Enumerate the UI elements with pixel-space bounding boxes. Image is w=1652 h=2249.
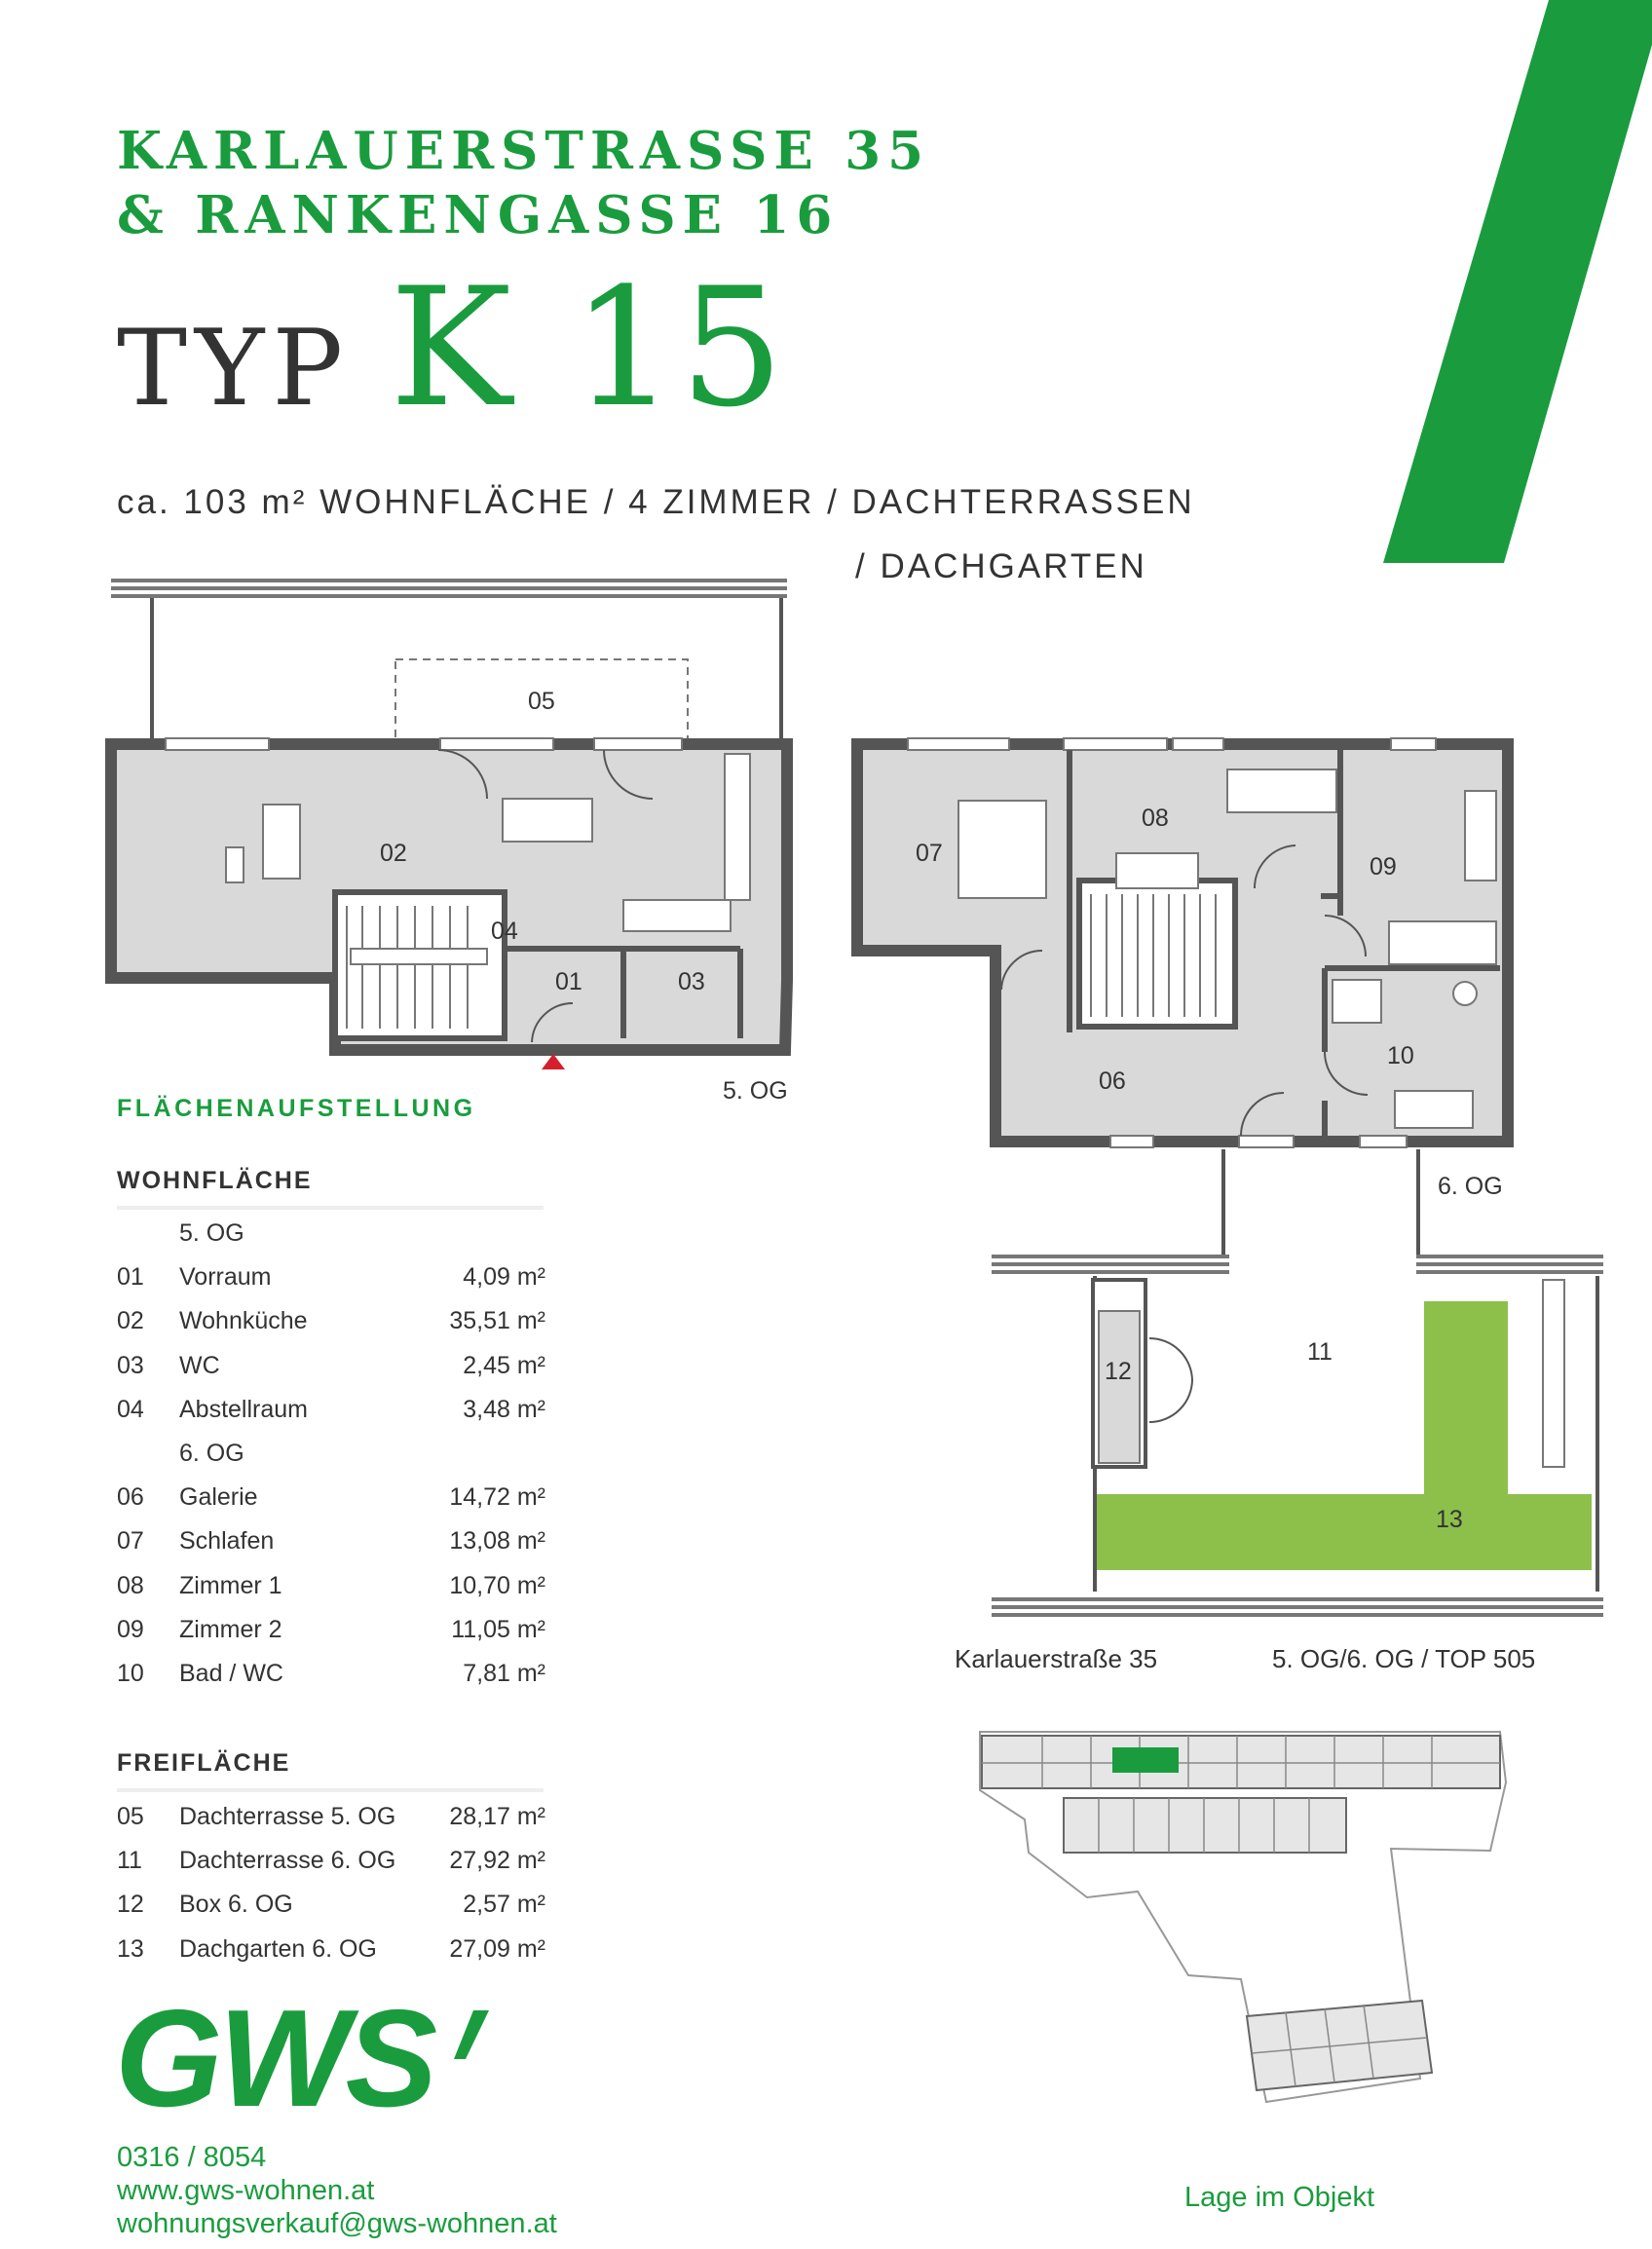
plan-5og-room-02: 02 [380,840,407,867]
table-row [117,1476,545,1519]
row-number: 04 [117,1395,144,1423]
plan-caption-location: 5. OG/6. OG / TOP 505 [1272,1644,1536,1673]
plan-5og-room-05: 05 [528,688,555,715]
plan-5og-room-01: 01 [555,968,582,995]
plan-6og-level: 6. OG [1438,1173,1503,1200]
table-row [117,1519,545,1563]
table-row [117,1432,545,1476]
row-value: 10,70 m² [449,1571,545,1599]
row-number: 09 [117,1615,144,1643]
row-value: 2,45 m² [463,1351,545,1379]
plan-6og-room-06: 06 [1099,1068,1126,1095]
svg-text:GWS: GWS [115,2005,434,2121]
row-label: Dachterrasse 5. OG [179,1803,396,1830]
row-number: 07 [117,1527,144,1556]
contact-phone: 0316 / 8054 [117,2142,267,2173]
plan-6og [857,738,1603,1617]
site-plan [974,1724,1520,2133]
wohnflaeche-title: WOHNFLÄCHE [117,1167,313,1194]
table-row [117,1344,545,1388]
row-label: Zimmer 1 [179,1571,282,1599]
row-number: 12 [117,1891,144,1919]
plan-caption-building: Karlauerstraße 35 [955,1644,1158,1673]
row-value: 3,48 m² [463,1395,545,1423]
table-row [117,1564,545,1608]
row-number: 06 [117,1483,144,1512]
row-value: 35,51 m² [449,1307,545,1335]
plan-5og-room-03: 03 [678,968,705,995]
plan-6og-room-09: 09 [1370,853,1397,881]
row-label: Box 6. OG [179,1891,293,1919]
table-row [117,1883,545,1927]
row-value: 4,09 m² [463,1263,545,1292]
plan-5og [111,579,788,1105]
row-number: 02 [117,1307,144,1335]
row-number: 01 [117,1263,144,1292]
row-value: 28,17 m² [449,1803,545,1830]
areas-title: FLÄCHENAUFSTELLUNG [117,1095,476,1122]
row-label: Abstellraum [179,1395,308,1423]
row-label: Dachterrasse 6. OG [179,1847,396,1875]
table-row [117,1839,545,1883]
address-line-1: KARLAUERSTRASSE 35 [117,121,931,181]
table-row [117,1299,545,1343]
plan-6og-room-12: 12 [1105,1358,1132,1385]
freiflaeche-title: FREIFLÄCHE [117,1749,291,1777]
row-number: 11 [117,1847,142,1875]
row-value: 7,81 m² [463,1659,545,1687]
table-row [117,1388,545,1432]
table-row [117,1212,545,1256]
plan-6og-room-07: 07 [916,840,943,867]
wohnflaeche-divider [117,1206,544,1210]
row-number: 13 [117,1934,144,1963]
row-number: 10 [117,1659,144,1687]
gws-logo [115,2005,505,2121]
address-line-2: & RANKENGASSE 16 [117,185,840,245]
row-label: Galerie [179,1483,258,1512]
row-value: 2,57 m² [463,1891,545,1919]
row-label: Vorraum [179,1263,272,1292]
row-label: WC [179,1351,220,1379]
row-label: Dachgarten 6. OG [179,1934,377,1963]
row-number: 03 [117,1351,144,1379]
row-label: Wohnküche [179,1307,308,1335]
row-label: 5. OG [179,1219,244,1247]
row-label: Zimmer 2 [179,1615,282,1643]
row-value: 27,09 m² [449,1934,545,1963]
contact-web[interactable]: www.gws-wohnen.at [117,2175,375,2206]
plan-6og-room-08: 08 [1142,805,1169,832]
table-row [117,1928,545,1971]
row-value: 14,72 m² [449,1483,545,1512]
row-number: 08 [117,1571,144,1599]
table-row [117,1795,545,1839]
freiflaeche-divider [117,1788,544,1792]
row-label: Bad / WC [179,1659,283,1687]
typ-code: K 15 [390,252,788,443]
row-value: 13,08 m² [449,1527,545,1556]
row-number: 05 [117,1803,144,1830]
freiflaeche-table [117,1795,545,1971]
row-value: 27,92 m² [449,1847,545,1875]
row-label: Schlafen [179,1527,275,1556]
summary-line-2: / DACHGARTEN [855,547,1147,585]
table-row [117,1652,545,1696]
row-label: 6. OG [179,1439,244,1467]
plan-5og-level: 5. OG [723,1077,788,1105]
typ-label: TYP [117,308,351,430]
plan-5og-room-04: 04 [491,918,518,945]
wohnflaeche-table [117,1212,545,1696]
summary-line-1: ca. 103 m² WOHNFLÄCHE / 4 ZIMMER / DACHTERRASSEN [117,483,1195,521]
table-row [117,1256,545,1299]
contact-block [117,2141,557,2240]
table-row [117,1608,545,1652]
contact-email[interactable]: wohnungsverkauf@gws-wohnen.at [117,2208,557,2239]
site-plan-caption: Lage im Objekt [1184,2182,1375,2213]
row-value: 11,05 m² [451,1615,545,1643]
plan-6og-room-11: 11 [1307,1338,1333,1366]
plan-6og-room-13: 13 [1436,1506,1463,1533]
plan-6og-room-10: 10 [1387,1042,1414,1069]
